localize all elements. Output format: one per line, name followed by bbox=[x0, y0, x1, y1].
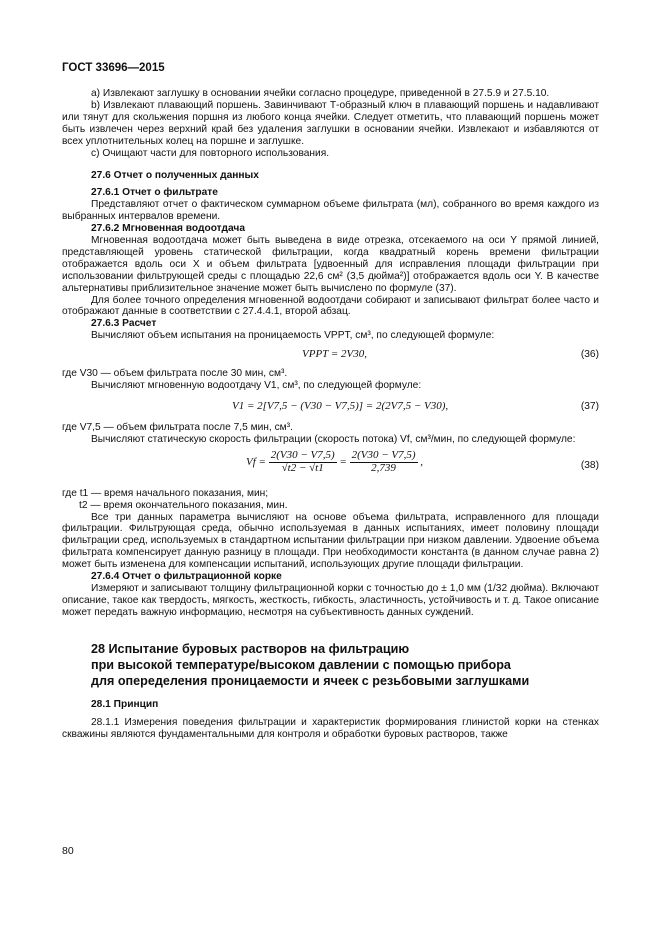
paragraph-vppt-intro: Вычисляют объем испытания на проницаемость VPPT, см³, по следующей формуле: bbox=[91, 330, 495, 342]
formula-38-number: (38) bbox=[580, 459, 599, 471]
formula-38-numerator-1: 2(V30 − V7,5) bbox=[270, 448, 335, 461]
section-28-title bbox=[91, 641, 599, 689]
where-v30: где V30 — объем фильтрата после 30 мин, см³. bbox=[62, 368, 288, 380]
formula-38-equals: = bbox=[339, 455, 347, 468]
section-27-6-2-heading: 27.6.2 Мгновенная водоотдача bbox=[91, 223, 245, 235]
formula-38-tail: , bbox=[420, 455, 424, 468]
formula-38-denominator-2: 2,739 bbox=[371, 461, 396, 474]
where-t1: где t1 — время начального показания, мин; bbox=[62, 487, 269, 499]
section-27-6-1-heading: 27.6.1 Отчет о фильтрате bbox=[91, 187, 218, 199]
formula-38-fraction-1 bbox=[269, 450, 337, 475]
formula-38-denominator-1: √t2 − √t1 bbox=[281, 461, 324, 474]
paragraph-a: а) Извлекают заглушку в основании ячейки согласно процедуре, приведенной в 27.5.9 и 27.5.10. bbox=[91, 88, 550, 99]
formula-36-expression: VPPT = 2V30, bbox=[302, 348, 367, 361]
paragraph-27-6-1: Представляют отчет о фактическом суммарном объеме фильтрата (мл), собранного во время каждого из выбранных интервалов времени. bbox=[62, 199, 599, 223]
standard-header: ГОСТ 33696—2015 bbox=[62, 62, 165, 74]
section-28-title-line-1: 28 Испытание буровых растворов на фильтрацию bbox=[91, 641, 410, 656]
page-number: 80 bbox=[62, 845, 74, 857]
formula-38 bbox=[62, 446, 599, 488]
paragraph-v1-intro: Вычисляют мгновенную водоотдачу V1, см³, по следующей формуле: bbox=[91, 380, 422, 392]
paragraph-27-6-2-a: Мгновенная водоотдача может быть выведена в виде отрезка, отсекаемого на оси Y прямой линией, представляющей уровень статической фильтрации, когда квадратный корень времени фильтрации отображается вдоль оси X и объем фильтрата [удвоенный для исправления площади фильтрации при использовании фильтрующей среды с площадью 22,6 см² (3,5 дюйма²)] отображается вдоль оси Y. В качестве альтернативы приблизительное значение может быть вычислено по формуле (37). bbox=[62, 234, 599, 294]
formula-38-fraction-2 bbox=[350, 450, 418, 475]
where-v7-5: где V7,5 — объем фильтрата после 7,5 мин, см³. bbox=[62, 421, 293, 433]
section-28-1-heading: 28.1 Принцип bbox=[91, 698, 159, 710]
section-27-6-3-heading: 27.6.3 Расчет bbox=[91, 318, 157, 330]
formula-36 bbox=[62, 342, 599, 368]
formula-36-number: (36) bbox=[580, 349, 599, 361]
formula-37 bbox=[62, 392, 599, 422]
section-27-6-4-heading: 27.6.4 Отчет о фильтрационной корке bbox=[91, 571, 282, 583]
paragraph-27-6-4: Измеряют и записывают толщину фильтрационной корки с точностью до ± 1,0 мм (1/32 дюйма). Включают описание, такое как твердость, мягкость, жесткость, гибкость, эластичность, устойчивость и т. д. Такое описание может передать важную информацию, несмотря на субъективность данных суждений. bbox=[62, 583, 599, 618]
formula-38-numerator-2: 2(V30 − V7,5) bbox=[351, 448, 416, 461]
paragraph-27-6-2-b: Для более точного определения мгновенной водоотдачи собирают и записывают фильтрат более часто и отображают данные в соответствии с 27.4.4.1, второй абзац. bbox=[62, 294, 599, 318]
formula-37-number: (37) bbox=[580, 400, 599, 412]
section-28-title-line-3: для опеределения проницаемости и ячеек с резьбовыми заглушками bbox=[91, 673, 530, 688]
section-27-6-heading: 27.6 Отчет о полученных данных bbox=[91, 170, 259, 182]
document-body bbox=[62, 88, 599, 740]
formula-37-expression: V1 = 2[V7,5 − (V30 − V7,5)] = 2(2V7,5 − V30), bbox=[232, 399, 449, 412]
paragraph-28-1-1: 28.1.1 Измерения поведения фильтрации и характеристик формирования глинистой корки на стенках скважины являются фундаментальными для контроля и обработки буровых растворов, также bbox=[62, 716, 599, 740]
paragraph-all-three-parameters: Все три данных параметра вычисляют на основе объема фильтрата, исправленного для площади фильтрации. Фильтрующая среда, обычно используемая в данных испытаниях, имеет половину площади фильтрации сред, используемых в стандартном испытании фильтрации при низком давлении. Удвоение объема фильтрата компенсирует данную разницу в площади. При необходимости константа (в данном случае равна 2) может быть изменена для компенсации испытаний, использующих другие площади фильтрации. bbox=[62, 511, 599, 571]
paragraph-c: с) Очищают части для повторного использования. bbox=[91, 147, 330, 159]
formula-38-lhs: Vf = bbox=[246, 455, 266, 468]
section-28-title-line-2: при высокой температуре/высоком давлении с помощью прибора bbox=[91, 657, 511, 672]
paragraph-b: b) Извлекают плавающий поршень. Завинчивают Т-образный ключ в плавающий поршень и надавливают или тянут для скольжения поршня из любого конца ячейки. Следует отметить, что плавающий поршень может быть извлечен через верхний край без удаления заглушки в основании ячейки. Извлекают и избавляются от всех уплотнительных колец на поршне и заглушке. bbox=[62, 99, 599, 147]
where-t2: t2 — время окончательного показания, мин. bbox=[79, 499, 288, 511]
paragraph-vf-intro: Вычисляют статическую скорость фильтрации (скорость потока) Vf, см³/мин, по следующей формуле: bbox=[91, 433, 576, 445]
